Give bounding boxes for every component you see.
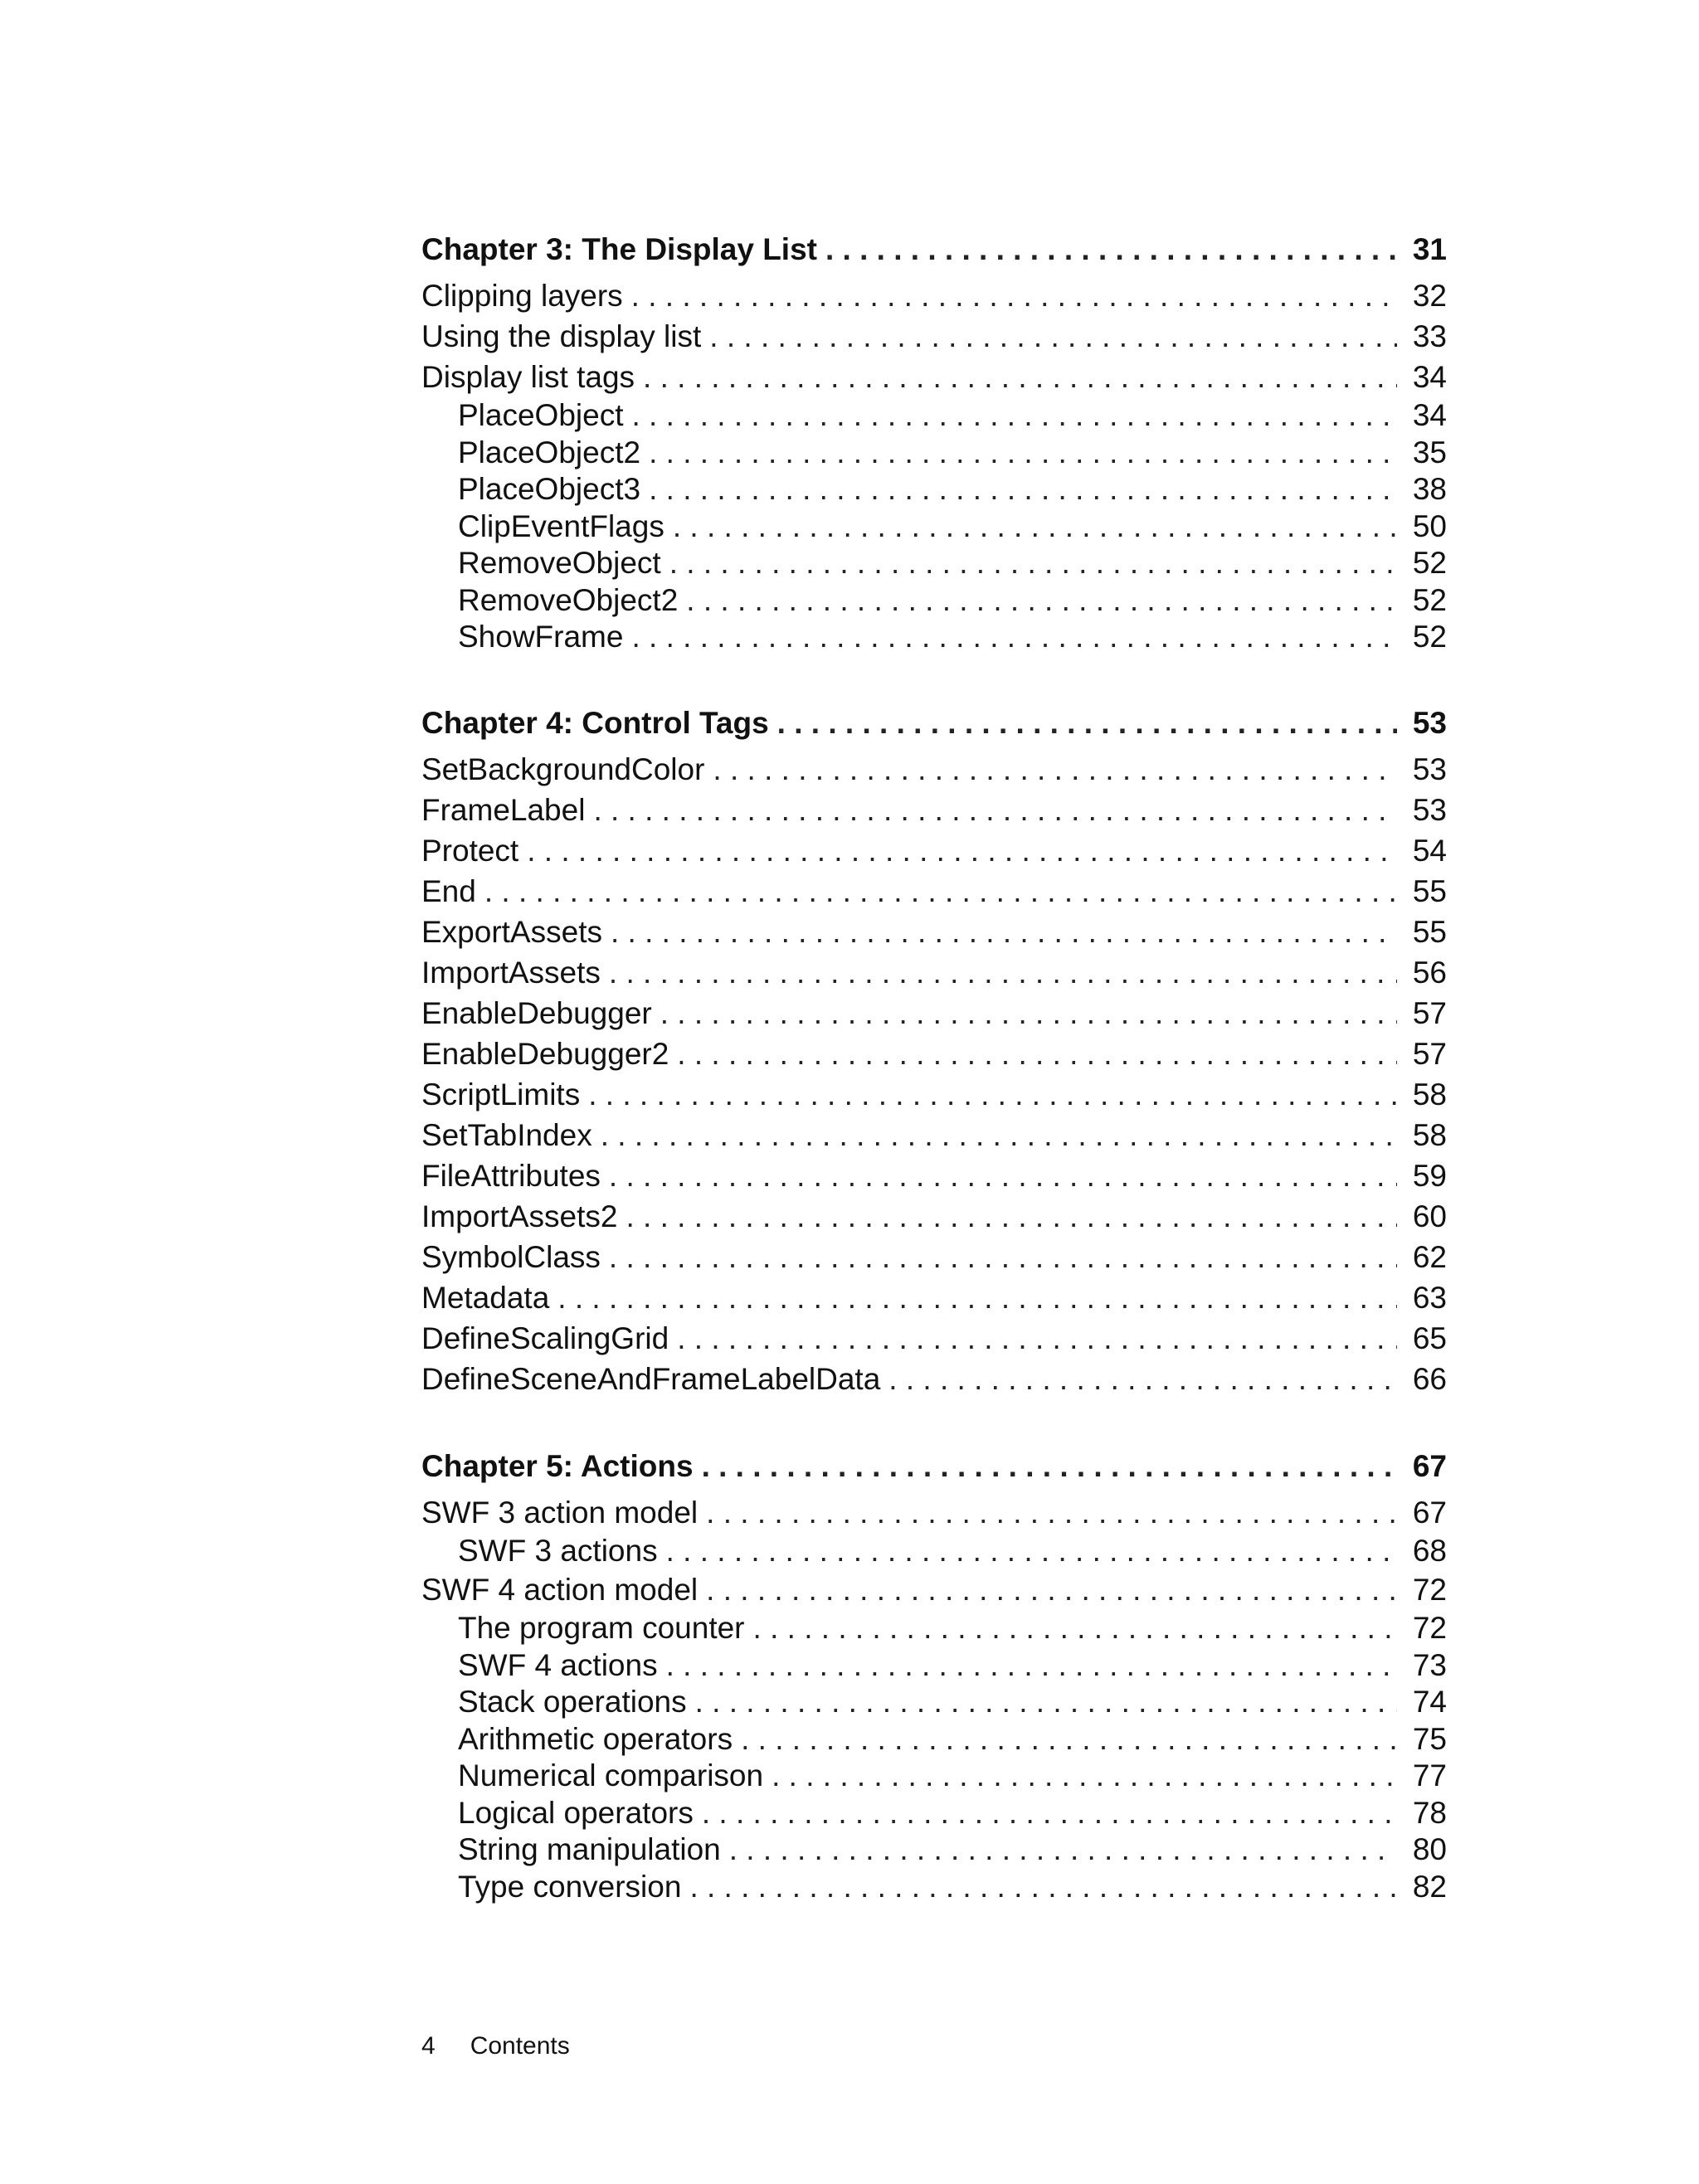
dot-leader — [706, 1492, 1397, 1533]
chapter-section-3 — [421, 1442, 1447, 1906]
chapter-entries — [421, 1492, 1447, 1906]
toc-entry-page-number: 53 — [1412, 792, 1447, 827]
toc-entry-label: The program counter — [458, 1611, 745, 1645]
dot-leader — [626, 1196, 1397, 1237]
toc-entry[interactable] — [421, 912, 1447, 952]
toc-entry-label: Stack operations — [458, 1685, 687, 1719]
dot-leader — [673, 508, 1397, 546]
toc-entry-label: Protect — [421, 833, 519, 868]
dot-leader — [527, 830, 1397, 871]
toc-entry-label: SWF 3 action model — [421, 1495, 699, 1530]
toc-entry-page-number: 52 — [1412, 582, 1447, 617]
dot-leader — [695, 1684, 1397, 1721]
toc-entry[interactable] — [421, 1569, 1447, 1610]
toc-entry-page-number: 33 — [1412, 319, 1447, 353]
chapter-heading[interactable] — [421, 1442, 1447, 1491]
toc-entry-label: ClipEventFlags — [458, 508, 665, 543]
toc-entry[interactable] — [421, 1684, 1447, 1721]
toc-entry[interactable] — [421, 1237, 1447, 1277]
toc-entry-page-number: 68 — [1412, 1533, 1447, 1568]
toc-entry[interactable] — [421, 871, 1447, 912]
toc-entry-label: End — [421, 873, 476, 908]
toc-entry-label: SymbolClass — [421, 1239, 601, 1274]
toc-entry[interactable] — [421, 435, 1447, 472]
dot-leader — [677, 1318, 1397, 1359]
toc-entry-page-number: 56 — [1412, 955, 1447, 990]
chapter-title: Chapter 5: Actions — [421, 1448, 694, 1483]
toc-entry-page-number: 67 — [1412, 1495, 1447, 1530]
toc-entry-page-number: 52 — [1412, 620, 1447, 654]
chapter-page-number: 31 — [1412, 232, 1447, 266]
toc-entry[interactable] — [421, 830, 1447, 871]
dot-leader — [709, 316, 1397, 357]
dot-leader — [611, 912, 1397, 952]
toc-entry-page-number: 32 — [1412, 279, 1447, 313]
toc-entry[interactable] — [421, 1115, 1447, 1155]
toc-entry[interactable] — [421, 749, 1447, 790]
toc-entry-page-number: 58 — [1412, 1117, 1447, 1152]
dot-leader — [772, 1758, 1397, 1795]
dot-leader — [557, 1277, 1397, 1318]
dot-leader — [632, 397, 1398, 435]
toc-entry-page-number: 55 — [1412, 873, 1447, 908]
toc-entry[interactable] — [421, 790, 1447, 830]
toc-entry-page-number: 65 — [1412, 1321, 1447, 1355]
footer-section-title: Contents — [470, 2032, 570, 2060]
chapter-heading[interactable] — [421, 226, 1447, 274]
toc-entry-page-number: 80 — [1412, 1832, 1447, 1866]
toc-entry-label: ShowFrame — [458, 620, 624, 654]
toc-entry-page-number: 75 — [1412, 1721, 1447, 1756]
dot-leader — [631, 275, 1397, 316]
toc-entry-label: Arithmetic operators — [458, 1721, 733, 1756]
dot-leader — [484, 871, 1397, 912]
toc-entry-label: SWF 4 action model — [421, 1573, 699, 1607]
chapter-heading[interactable] — [421, 699, 1447, 747]
toc-entry-label: EnableDebugger — [421, 995, 652, 1030]
toc-entry-label: SWF 3 actions — [458, 1533, 658, 1568]
toc-entry-label: Clipping layers — [421, 279, 623, 313]
toc-entry-page-number: 72 — [1412, 1573, 1447, 1607]
toc-entry-page-number: 59 — [1412, 1158, 1447, 1193]
toc-entry-label: DefineSceneAndFrameLabelData — [421, 1361, 881, 1396]
toc-entry-label: Numerical comparison — [458, 1758, 764, 1792]
toc-entry-page-number: 50 — [1412, 508, 1447, 543]
dot-leader — [666, 1647, 1397, 1685]
toc-entry[interactable] — [421, 1721, 1447, 1758]
toc-entry-label: PlaceObject — [458, 398, 624, 432]
footer-page-number: 4 — [421, 2032, 436, 2060]
toc-entry-label: DefineScalingGrid — [421, 1321, 669, 1355]
toc-entry[interactable] — [421, 1610, 1447, 1647]
toc-entry-page-number: 62 — [1412, 1239, 1447, 1274]
dot-leader — [702, 1795, 1397, 1832]
toc-entry-label: Logical operators — [458, 1795, 694, 1830]
toc-entry[interactable] — [421, 1758, 1447, 1795]
table-of-contents — [421, 226, 1447, 1905]
toc-entry-label: Display list tags — [421, 360, 635, 394]
toc-entry-label: String manipulation — [458, 1832, 721, 1866]
dot-leader — [713, 749, 1397, 790]
dot-leader — [689, 1869, 1397, 1906]
toc-entry[interactable] — [421, 316, 1447, 357]
chapter-section-1 — [421, 226, 1447, 656]
toc-entry-page-number: 38 — [1412, 472, 1447, 506]
dot-leader — [677, 1034, 1397, 1074]
toc-entry-label: PlaceObject3 — [458, 472, 641, 506]
toc-entry-page-number: 55 — [1412, 914, 1447, 949]
dot-leader — [753, 1610, 1397, 1647]
toc-entry[interactable] — [421, 1533, 1447, 1570]
toc-entry-page-number: 63 — [1412, 1280, 1447, 1315]
dot-leader — [669, 545, 1397, 582]
dot-leader — [660, 993, 1397, 1034]
toc-entry-page-number: 34 — [1412, 360, 1447, 394]
toc-entry-label: ExportAssets — [421, 914, 602, 949]
dot-leader — [706, 1569, 1397, 1610]
toc-entry[interactable] — [421, 471, 1447, 508]
toc-entry[interactable] — [421, 397, 1447, 435]
toc-entry-label: EnableDebugger2 — [421, 1036, 669, 1071]
dot-leader — [741, 1721, 1397, 1758]
toc-entry-page-number: 77 — [1412, 1758, 1447, 1792]
toc-entry[interactable] — [421, 582, 1447, 620]
toc-entry-label: Using the display list — [421, 319, 702, 353]
toc-entry[interactable] — [421, 1074, 1447, 1115]
toc-entry-page-number: 34 — [1412, 398, 1447, 432]
toc-entry[interactable] — [421, 952, 1447, 993]
chapter-entries — [421, 275, 1447, 656]
dot-leader — [588, 1074, 1397, 1115]
toc-entry[interactable] — [421, 508, 1447, 546]
toc-entry-label: FrameLabel — [421, 792, 586, 827]
chapter-page-number: 67 — [1412, 1448, 1447, 1483]
toc-entry-page-number: 82 — [1412, 1869, 1447, 1904]
toc-entry-page-number: 54 — [1412, 833, 1447, 868]
toc-entry-page-number: 66 — [1412, 1361, 1447, 1396]
dot-leader — [593, 790, 1397, 830]
dot-leader — [609, 1237, 1397, 1277]
dot-leader — [601, 1115, 1397, 1155]
dot-leader — [888, 1359, 1397, 1399]
chapter-page-number: 53 — [1412, 705, 1447, 740]
toc-entry-page-number: 73 — [1412, 1647, 1447, 1682]
dot-leader — [609, 952, 1397, 993]
chapter-title: Chapter 3: The Display List — [421, 232, 817, 266]
toc-entry-page-number: 74 — [1412, 1685, 1447, 1719]
dot-leader — [777, 699, 1397, 747]
toc-entry[interactable] — [421, 1196, 1447, 1237]
toc-entry[interactable] — [421, 275, 1447, 316]
chapter-section-2 — [421, 699, 1447, 1399]
toc-entry-label: RemoveObject — [458, 546, 661, 580]
toc-entry[interactable] — [421, 1277, 1447, 1318]
page-footer — [421, 2032, 570, 2060]
dot-leader — [666, 1533, 1397, 1570]
dot-leader — [649, 435, 1397, 472]
toc-entry[interactable] — [421, 1155, 1447, 1196]
toc-entry-page-number: 60 — [1412, 1199, 1447, 1233]
dot-leader — [729, 1831, 1397, 1869]
chapter-title: Chapter 4: Control Tags — [421, 705, 769, 740]
dot-leader — [643, 357, 1397, 397]
toc-entry[interactable] — [421, 1359, 1447, 1399]
toc-entry-label: ImportAssets2 — [421, 1199, 618, 1233]
toc-entry-page-number: 57 — [1412, 1036, 1447, 1071]
dot-leader — [631, 619, 1397, 656]
dot-leader — [825, 226, 1397, 274]
toc-entry-label: ScriptLimits — [421, 1077, 581, 1111]
toc-entry-label: SetBackgroundColor — [421, 752, 705, 786]
toc-entry-page-number: 57 — [1412, 995, 1447, 1030]
dot-leader — [702, 1442, 1397, 1491]
toc-entry[interactable] — [421, 619, 1447, 656]
toc-entry[interactable] — [421, 1831, 1447, 1869]
toc-entry-label: FileAttributes — [421, 1158, 601, 1193]
toc-entry[interactable] — [421, 993, 1447, 1034]
toc-entry[interactable] — [421, 1034, 1447, 1074]
toc-entry-page-number: 52 — [1412, 546, 1447, 580]
toc-entry-label: RemoveObject2 — [458, 582, 679, 617]
toc-entry-page-number: 58 — [1412, 1077, 1447, 1111]
toc-entry-label: SWF 4 actions — [458, 1647, 658, 1682]
toc-entry-label: Metadata — [421, 1280, 550, 1315]
toc-entry[interactable] — [421, 1869, 1447, 1906]
toc-entry[interactable] — [421, 1795, 1447, 1832]
toc-entry-page-number: 72 — [1412, 1611, 1447, 1645]
toc-entry-label: Type conversion — [458, 1869, 682, 1904]
dot-leader — [609, 1155, 1397, 1196]
toc-entry-label: ImportAssets — [421, 955, 601, 990]
toc-entry[interactable] — [421, 1647, 1447, 1685]
toc-entry[interactable] — [421, 1492, 1447, 1533]
toc-entry-label: SetTabIndex — [421, 1117, 592, 1152]
toc-entry-page-number: 35 — [1412, 435, 1447, 469]
toc-entry[interactable] — [421, 1318, 1447, 1359]
toc-entry[interactable] — [421, 545, 1447, 582]
toc-entry-label: PlaceObject2 — [458, 435, 641, 469]
toc-entry[interactable] — [421, 357, 1447, 397]
toc-entry-page-number: 53 — [1412, 752, 1447, 786]
dot-leader — [649, 471, 1397, 508]
dot-leader — [686, 582, 1397, 620]
toc-entry-page-number: 78 — [1412, 1795, 1447, 1830]
chapter-entries — [421, 749, 1447, 1399]
